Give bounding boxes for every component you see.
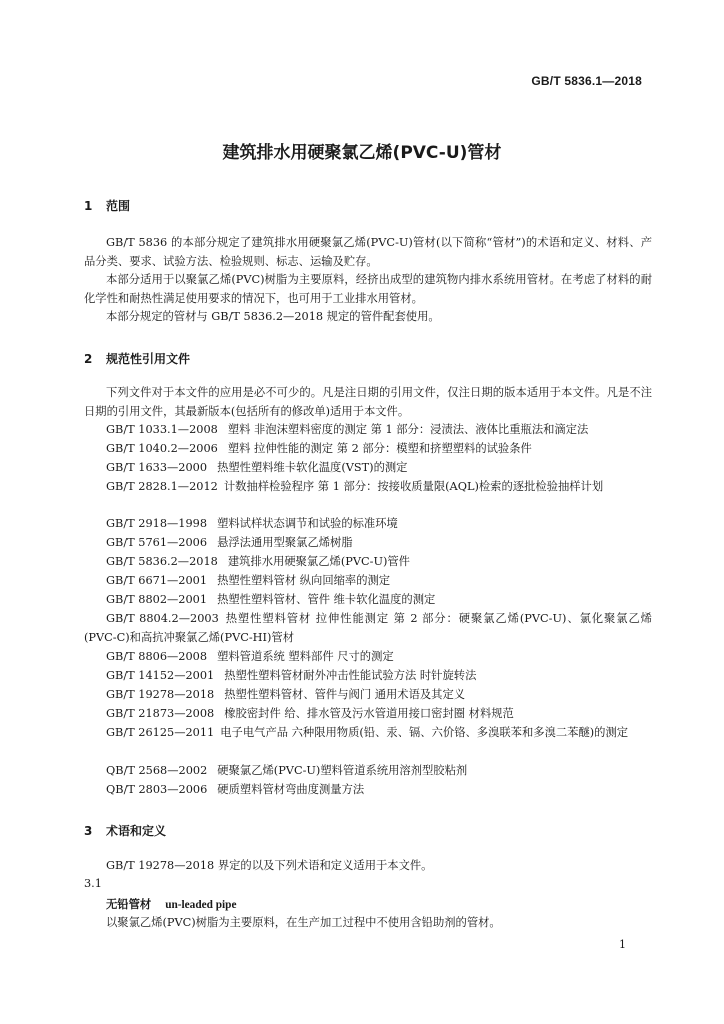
reference-code: GB/T 19278—2018 [106, 688, 215, 701]
reference-title: 塑料管道系统 塑料部件 尺寸的测定 [217, 650, 394, 663]
term-definition: 以聚氯乙烯(PVC)树脂为主要原料，在生产加工过程中不使用含铅助剂的管材。 [106, 916, 501, 929]
reference-code: GB/T 8804.2—2003 [106, 612, 219, 625]
reference-item [106, 553, 652, 572]
reference-title: 热塑性塑料维卡软化温度(VST)的测定 [217, 461, 408, 474]
reference-item [106, 459, 652, 478]
reference-item [106, 572, 652, 591]
reference-item [84, 477, 652, 496]
reference-code: GB/T 6671—2001 [106, 574, 208, 587]
reference-item [106, 440, 652, 459]
reference-code: GB/T 1633—2000 [106, 461, 208, 474]
reference-item [106, 515, 652, 534]
document-title: 建筑排水用硬聚氯乙烯(PVC-U)管材 [222, 143, 502, 163]
reference-code: QB/T 2568—2002 [106, 764, 208, 777]
reference-title: 橡胶密封件 给、排水管及污水管道用接口密封圈 材料规范 [224, 707, 514, 720]
section-title: 规范性引用文件 [106, 352, 191, 366]
reference-code: GB/T 5761—2006 [106, 536, 208, 549]
scope-paragraph-2: 本部分适用于以聚氯乙烯(PVC)树脂为主要原料，经挤出成型的建筑物内排水系统用管材。在考虑了材料的耐化学性和耐热性满足使用要求的情况下，也可用于工业排水用管材。 [84, 273, 652, 305]
normative-intro: 下列文件对于本文件的应用是必不可少的。凡是注日期的引用文件，仅注日期的版本适用于本文件。凡是不注日期的引用文件，其最新版本(包括所有的修改单)适用于本文件。 [84, 386, 652, 418]
reference-code: QB/T 2803—2006 [106, 783, 208, 796]
reference-item [84, 723, 652, 742]
reference-title: 热塑性塑料管材 拉伸性能测定 第 2 部分：硬聚氯乙烯(PVC-U)、氯化聚氯乙烯(PVC-C)和高抗冲聚氯乙烯(PVC-HI)管材 [84, 612, 652, 644]
reference-title: 电子电气产品 六种限用物质(铅、汞、镉、六价铬、多溴联苯和多溴二苯醚)的测定 [220, 726, 629, 739]
term-name [106, 896, 236, 912]
reference-code: GB/T 14152—2001 [106, 669, 215, 682]
section-title: 范围 [106, 199, 131, 213]
scope-paragraph-3: 本部分规定的管材与 GB/T 5836.2—2018 规定的管件配套使用。 [106, 310, 440, 323]
reference-title: 热塑性塑料管材、管件 维卡软化温度的测定 [217, 593, 436, 606]
reference-code: GB/T 26125—2011 [106, 726, 215, 739]
reference-code: GB/T 2828.1—2012 [106, 480, 218, 493]
section-number: 3 [84, 824, 93, 838]
section-title: 术语和定义 [106, 824, 167, 838]
scope-paragraph-1: GB/T 5836 的本部分规定了建筑排水用硬聚氯乙烯(PVC-U)管材(以下简称“管材”)的术语和定义、材料、产品分类、要求、试验方法、检验规则、标志、运输及贮存。 [84, 236, 652, 268]
reference-code: GB/T 5836.2—2018 [106, 555, 218, 568]
standard-code: GB/T 5836.1—2018 [531, 74, 642, 88]
reference-title: 热塑性塑料管材、管件与阀门 通用术语及其定义 [224, 688, 466, 701]
page-number: 1 [619, 938, 626, 951]
reference-code: GB/T 8802—2001 [106, 593, 208, 606]
reference-item [106, 705, 652, 724]
reference-title: 塑料试样状态调节和试验的标准环境 [217, 517, 398, 530]
reference-code: GB/T 8806—2008 [106, 650, 208, 663]
reference-item [106, 667, 652, 686]
section-heading-normative [84, 350, 190, 367]
reference-title: 计数抽样检验程序 第 1 部分：按接收质量限(AQL)检索的逐批检验抽样计划 [223, 480, 604, 493]
reference-item [106, 591, 652, 610]
section-number: 2 [84, 352, 93, 366]
reference-item [106, 648, 652, 667]
reference-title: 建筑排水用硬聚氯乙烯(PVC-U)管件 [227, 555, 410, 568]
reference-title: 硬质塑料管材弯曲度测量方法 [217, 783, 365, 796]
reference-title: 热塑性塑料管材耐外冲击性能试验方法 时针旋转法 [224, 669, 477, 682]
term-name-chinese: 无铅管材 [106, 897, 152, 911]
term-number: 3.1 [84, 877, 102, 890]
reference-title: 塑料 非泡沫塑料密度的测定 第 1 部分：浸渍法、液体比重瓶法和滴定法 [227, 423, 589, 436]
reference-item [106, 781, 652, 800]
reference-item [106, 421, 652, 440]
reference-item [106, 534, 652, 553]
reference-code: GB/T 1040.2—2006 [106, 442, 218, 455]
reference-title: 悬浮法通用型聚氯乙烯树脂 [217, 536, 353, 549]
reference-code: GB/T 2918—1998 [106, 517, 208, 530]
reference-title: 塑料 拉伸性能的测定 第 2 部分：模塑和挤塑塑料的试验条件 [227, 442, 532, 455]
term-name-english: un-leaded pipe [165, 899, 237, 911]
reference-item [106, 686, 652, 705]
reference-item [84, 609, 652, 647]
reference-item [106, 762, 652, 781]
reference-title: 热塑性塑料管材 纵向回缩率的测定 [217, 574, 391, 587]
reference-title: 硬聚氯乙烯(PVC-U)塑料管道系统用溶剂型胶粘剂 [217, 764, 468, 777]
section-heading-terms [84, 822, 166, 839]
section-heading-scope [84, 197, 130, 214]
reference-code: GB/T 1033.1—2008 [106, 423, 218, 436]
reference-code: GB/T 21873—2008 [106, 707, 215, 720]
terms-intro: GB/T 19278—2018 界定的以及下列术语和定义适用于本文件。 [106, 859, 433, 872]
section-number: 1 [84, 199, 93, 213]
